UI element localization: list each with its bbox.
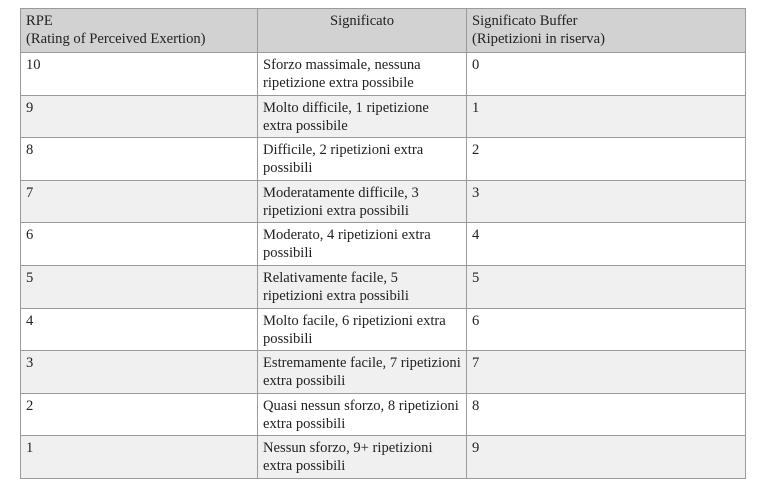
- cell-rpe: 4: [21, 308, 258, 351]
- cell-meaning: Quasi nessun sforzo, 8 ripetizioni extra possibili: [258, 393, 467, 436]
- cell-meaning: Molto facile, 6 ripetizioni extra possibili: [258, 308, 467, 351]
- cell-buffer: 5: [467, 265, 746, 308]
- cell-buffer: 6: [467, 308, 746, 351]
- table-row: [21, 308, 746, 351]
- table-row: [21, 53, 746, 96]
- table-row: [21, 265, 746, 308]
- cell-buffer: 0: [467, 53, 746, 96]
- rpe-table-container: [20, 8, 745, 479]
- cell-buffer: 7: [467, 351, 746, 394]
- cell-buffer: 4: [467, 223, 746, 266]
- cell-buffer: 9: [467, 436, 746, 479]
- cell-meaning: Nessun sforzo, 9+ ripetizioni extra possibili: [258, 436, 467, 479]
- header-meaning: [258, 9, 467, 53]
- table-row: [21, 180, 746, 223]
- header-rpe-subtitle: (Rating of Perceived Exertion): [26, 31, 206, 47]
- table-row: [21, 351, 746, 394]
- cell-rpe: 6: [21, 223, 258, 266]
- header-buffer-title: Significato Buffer: [472, 13, 578, 29]
- header-buffer-subtitle: (Ripetizioni in riserva): [472, 31, 605, 47]
- cell-meaning: Moderatamente difficile, 3 ripetizioni extra possibili: [258, 180, 467, 223]
- cell-rpe: 1: [21, 436, 258, 479]
- cell-rpe: 9: [21, 95, 258, 138]
- cell-meaning: Moderato, 4 ripetizioni extra possibili: [258, 223, 467, 266]
- table-row: [21, 223, 746, 266]
- table-header: [21, 9, 746, 53]
- cell-rpe: 3: [21, 351, 258, 394]
- header-row: [21, 9, 746, 53]
- cell-buffer: 8: [467, 393, 746, 436]
- cell-rpe: 10: [21, 53, 258, 96]
- cell-meaning: Sforzo massimale, nessuna ripetizione extra possibile: [258, 53, 467, 96]
- cell-rpe: 5: [21, 265, 258, 308]
- table-body: [21, 53, 746, 479]
- cell-meaning: Estremamente facile, 7 ripetizioni extra possibili: [258, 351, 467, 394]
- table-row: [21, 436, 746, 479]
- header-meaning-title: Significato: [329, 13, 395, 29]
- cell-rpe: 7: [21, 180, 258, 223]
- header-buffer: [467, 9, 746, 53]
- cell-buffer: 2: [467, 138, 746, 181]
- header-rpe-title: RPE: [26, 13, 53, 29]
- cell-meaning: Relativamente facile, 5 ripetizioni extra possibili: [258, 265, 467, 308]
- cell-buffer: 1: [467, 95, 746, 138]
- cell-rpe: 2: [21, 393, 258, 436]
- cell-meaning: Difficile, 2 ripetizioni extra possibili: [258, 138, 467, 181]
- cell-buffer: 3: [467, 180, 746, 223]
- rpe-table: [20, 8, 746, 479]
- table-row: [21, 393, 746, 436]
- table-row: [21, 95, 746, 138]
- cell-rpe: 8: [21, 138, 258, 181]
- cell-meaning: Molto difficile, 1 ripetizione extra possibile: [258, 95, 467, 138]
- header-rpe: [21, 9, 258, 53]
- table-row: [21, 138, 746, 181]
